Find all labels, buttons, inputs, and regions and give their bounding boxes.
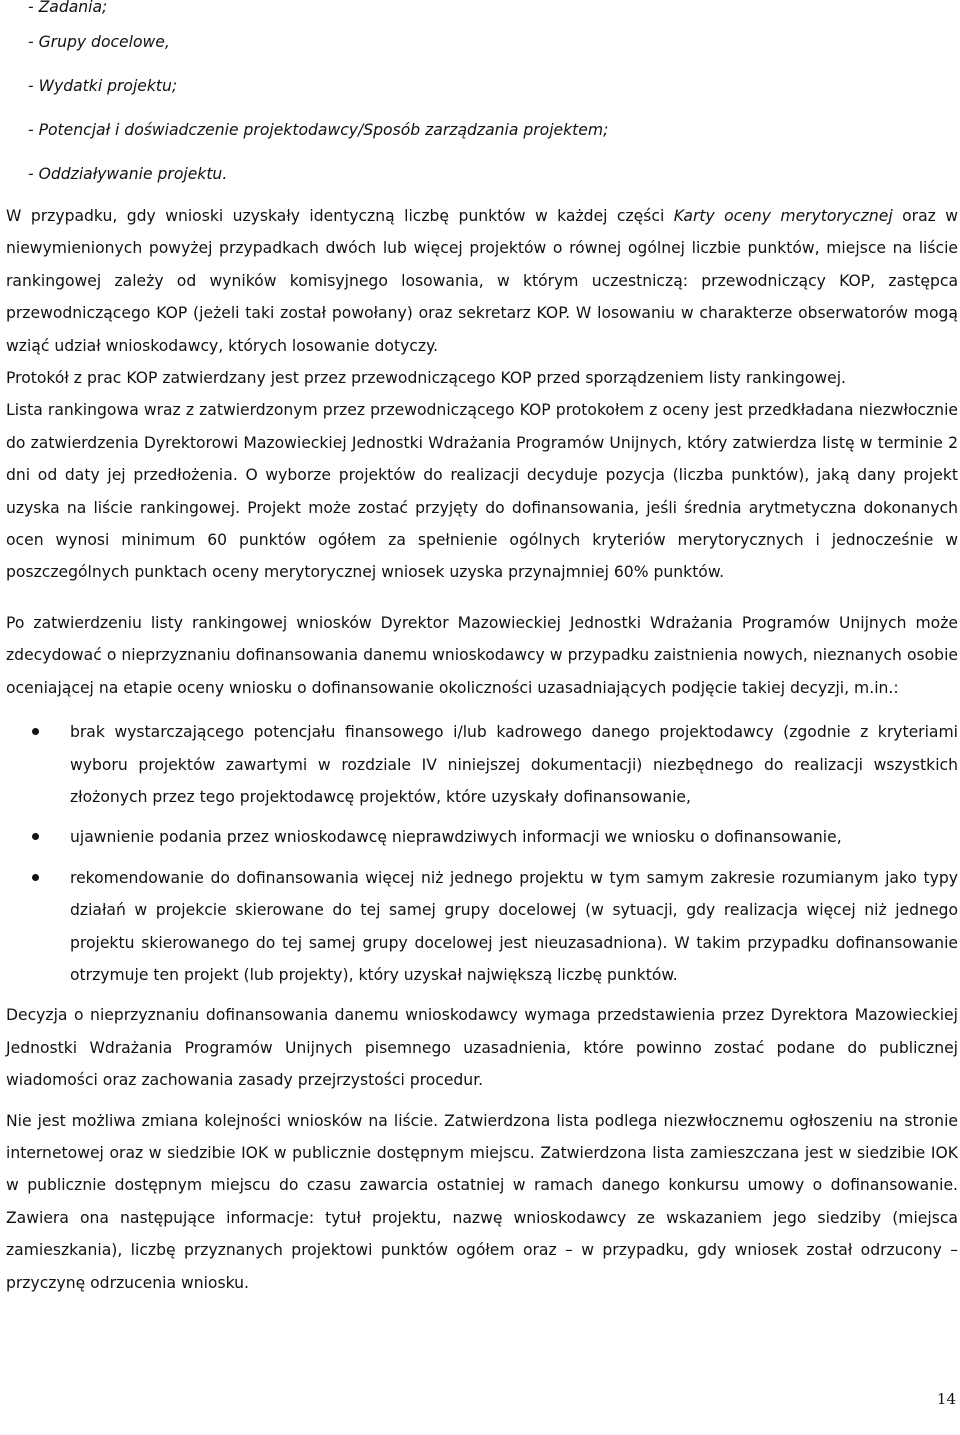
- list-item: - Wydatki projektu;: [28, 77, 178, 95]
- list-item: - Zadania;: [28, 0, 108, 16]
- list-item: - Oddziaływanie projektu.: [28, 165, 228, 183]
- evaluation-criteria-list: [28, 0, 928, 196]
- bullet-icon: [32, 833, 39, 840]
- bullet-icon: [32, 728, 39, 735]
- list-item-text: brak wystarczającego potencjału finansowego i/lub kadrowego danego projektodawcy (zgodnie z kryteriami wyboru projektów zawartymi w rozdziale IV niniejszej dokumentacji) niezbędnego do realizacji wszystkich złożonych przez tego projektodawcę projektów, które uzyskały dofinansowanie,: [70, 723, 958, 806]
- bullet-icon: [32, 874, 39, 881]
- list-item: - Grupy docelowe,: [28, 33, 170, 51]
- paragraph-tie-rule: [6, 200, 958, 362]
- list-item: [6, 821, 958, 853]
- paragraph-refusal-conditions: Po zatwierdzeniu listy rankingowej wniosków Dyrektor Mazowieckiej Jednostki Wdrażania Programów Unijnych może zdecydować o nieprzyznaniu dofinansowania danemu wnioskodawcy w przypadku zaistnienia nowych, nieznanych osobie oceniającej na etapie oceny wniosku o dofinansowanie okoliczności uzasadniających podjęcie takiej decyzji, m.in.:: [6, 613, 958, 697]
- document-body: [6, 200, 958, 1299]
- paragraph-list-publication: Nie jest możliwa zmiana kolejności wniosków na liście. Zatwierdzona lista podlega niezwłocznemu ogłoszeniu na stronie internetowej oraz w siedzibie IOK w publicznie dostępnym miejscu. Zatwierdzona lista zamieszczana jest w siedzibie IOK w publicznie dostępnym miejscu do czasu zawarcia ostatniej w ramach danego konkursu umowy o dofinansowanie. Zawiera ona następujące informacje: tytuł projektu, nazwę wnioskodawcy ze wskazaniem jego siedziby (miejsca zamieszkania), liczbę przyznanych projektowi punktów ogółem oraz – w przypadku, gdy wniosek został odrzucony – przyczynę odrzucenia wniosku.: [6, 1111, 958, 1292]
- paragraph-ranking-list: Lista rankingowa wraz z zatwierdzonym przez przewodniczącego KOP protokołem z oceny jest przedkładana niezwłocznie do zatwierdzenia Dyrektorowi Mazowieckiej Jednostki Wdrażania Programów Unijnych, który zatwierdza listę w terminie 2 dni od daty jej przedłożenia. O wyborze projektów do realizacji decyduje pozycja (liczba punktów), jaką dany projekt uzyska na liście rankingowej. Projekt może zostać przyjęty do dofinansowania, jeśli średnia arytmetyczna dokonanych ocen wynosi minimum 60 punktów ogółem za spełnienie ogólnych kryteriów merytorycznych i jednocześnie w poszczególnych punktach oceny merytorycznej wniosek uzyska przynajmniej 60% punktów.: [6, 401, 958, 582]
- paragraph-text: W przypadku, gdy wnioski uzyskały identyczną liczbę punktów w każdej części: [6, 207, 674, 225]
- page-number: 14: [936, 1390, 956, 1408]
- refusal-reasons-list: [6, 716, 958, 991]
- list-item-text: ujawnienie podania przez wnioskodawcę nieprawdziwych informacji we wniosku o dofinansowanie,: [70, 828, 842, 847]
- paragraph-protocol: Protokół z prac KOP zatwierdzany jest przez przewodniczącego KOP przed sporządzeniem listy rankingowej.: [6, 369, 847, 388]
- list-item: [6, 862, 958, 992]
- list-item: [6, 716, 958, 813]
- paragraph-text: oraz w niewymienionych powyżej przypadkach dwóch lub więcej projektów o równej ogólnej liczbie punktów, miejsce na liście rankingowej zależy od wyników komisyjnego losowania, w którym uczestniczą: przewodniczący KOP, zastępca przewodniczącego KOP (jeżeli taki został powołany) oraz sekretarz KOP. W losowaniu w charakterze obserwatorów mogą wziąć udział wnioskodawcy, których losowanie dotyczy.: [6, 207, 958, 355]
- paragraph-refusal-decision: Decyzja o nieprzyznaniu dofinansowania danemu wnioskodawcy wymaga przedstawienia przez Dyrektora Mazowieckiej Jednostki Wdrażania Programów Unijnych pisemnego uzasadnienia, które powinno zostać podane do publicznej wiadomości oraz zachowania zasady przejrzystości procedur.: [6, 1006, 958, 1090]
- paragraph-italic-text: Karty oceny merytorycznej: [673, 207, 893, 225]
- list-item-text: rekomendowanie do dofinansowania więcej niż jednego projektu w tym samym zakresie rozumianym jako typy działań w projekcie skierowane do tej samej grupy docelowej (w sytuacji, gdy realizacja więcej niż jednego projektu skierowanego do tej samej grupy docelowej jest nieuzasadniona). W takim przypadku dofinansowanie otrzymuje ten projekt (lub projekty), który uzyskał największą liczbę punktów.: [70, 868, 958, 984]
- list-item: - Potencjał i doświadczenie projektodawcy/Sposób zarządzania projektem;: [28, 121, 609, 139]
